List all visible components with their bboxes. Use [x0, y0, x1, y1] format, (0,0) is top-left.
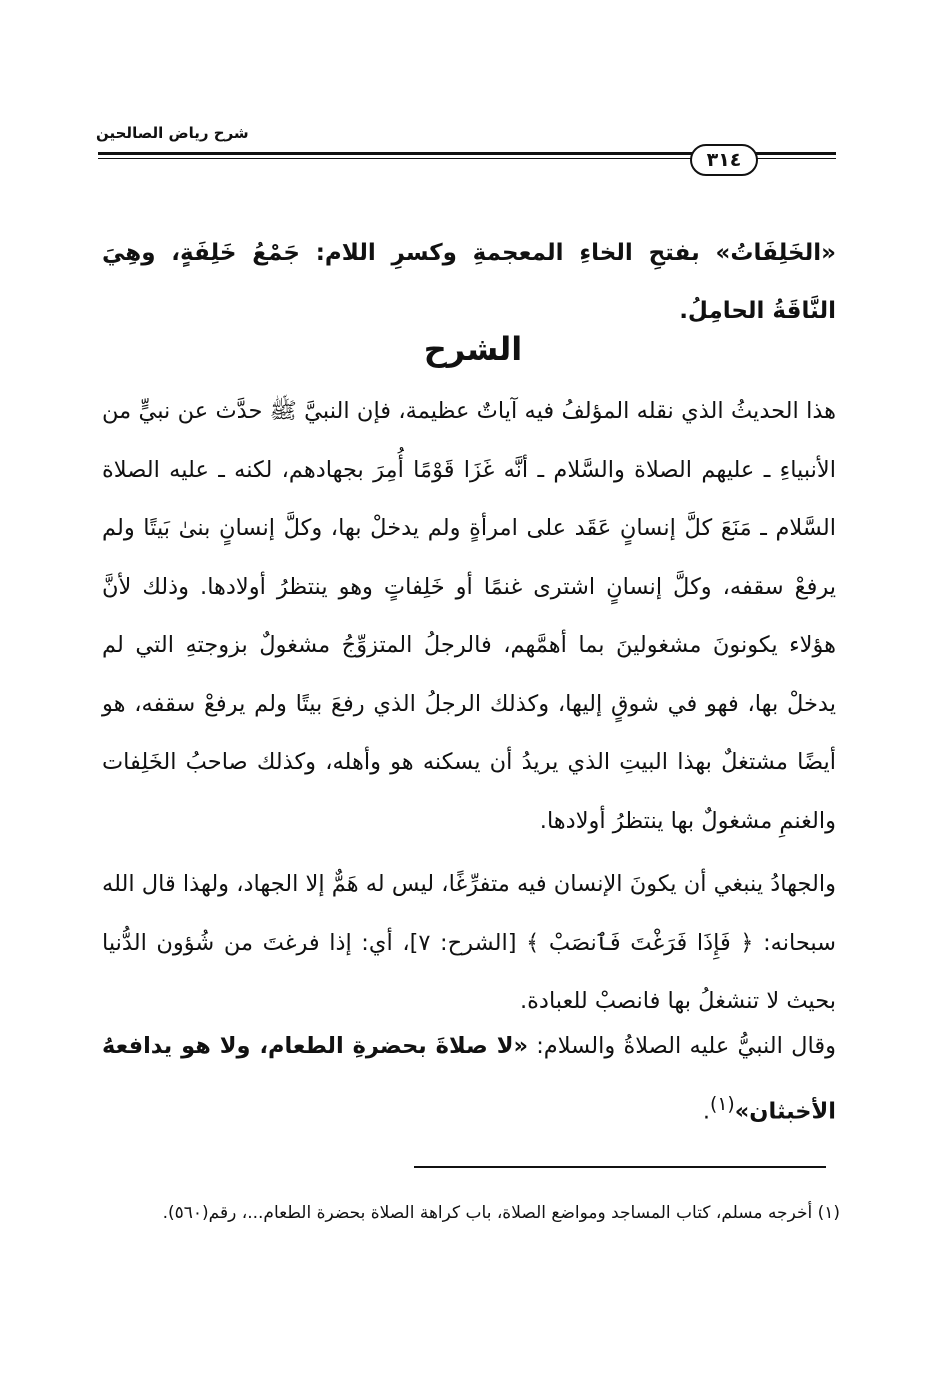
footnote-rule [414, 1166, 826, 1168]
section-heading: الشرح [423, 330, 523, 368]
paragraph-3-end: . [702, 1098, 711, 1124]
running-title: شرح رياض الصالحين [96, 124, 249, 142]
paragraph-2: والجهادُ ينبغي أن يكونَ الإنسان فيه متفرِّغًا، ليس له هَمٌّ إلا الجهاد، ولهذا قال الله سبحانه: ﴿ فَإِذَا فَرَغْتَ فَٱنصَبْ ﴾ [الشرح: ٧]، أي: إذا فرغتَ من شُؤون الدُّنيا بحيث لا تنشغلُ بها فانصبْ للعبادة. [102, 871, 836, 1014]
paragraph-3 [102, 1017, 836, 1141]
definition-text: «الخَلِفَاتُ» بفتحِ الخاءِ المعجمةِ وكسرِ اللام: جَمْعُ خَلِفَةٍ، وهِيَ النَّاقَةُ الحامِلُ. [102, 240, 836, 324]
hadith-quote: «لا صلاةَ بحضرةِ الطعام، ولا هو يدافعهُ الأخبثان» [102, 1033, 836, 1124]
footnote-text: (١) أخرجه مسلم، كتاب المساجد ومواضع الصلاة، باب كراهة الصلاة بحضرة الطعام...، رقم(٥٦٠). [162, 1203, 840, 1223]
paragraph-1: هذا الحديثُ الذي نقله المؤلفُ فيه آياتٌ عظيمة، فإن النبيَّ ﷺ حدَّث عن نبيٍّ من الأنبياءِ ـ عليهم الصلاة والسَّلام ـ أنَّه غَزَا قَوْمًا أُمِرَ بجهادهم، لكنه ـ عليه الصلاة السَّلام ـ مَنَعَ كلَّ إنسانٍ عَقَد على امرأةٍ ولم يدخلْ بها، وكلَّ إنسانٍ بنىٰ بَيتًا ولم يرفعْ سقفه، وكلَّ إنسانٍ اشترى غنمًا أو خَلِفاتٍ وهو ينتظرُ أولادها. وذلك لأنَّ هؤلاء يكونونَ مشغولينَ بما أهمَّهم، فالرجلُ المتزوِّجُ مشغولٌ بزوجتهِ التي لم يدخلْ بها، فهو في شوقٍ إليها، وكذلك الرجلُ الذي رفعَ بيتًا ولم يرفعْ سقفه، هو أيضًا مشتغلٌ بهذا البيتِ الذي يريدُ أن يسكنه هو وأهله، وكذلك صاحبُ الخَلِفات والغنمِ مشغولٌ بها ينتظرُ أولادها. [102, 398, 836, 834]
paragraph-3-intro: وقال النبيُّ عليه الصلاةُ والسلام: [527, 1033, 836, 1059]
page-number: ٣١٤ [690, 144, 758, 176]
footnote-marker: (١) [710, 1093, 735, 1115]
